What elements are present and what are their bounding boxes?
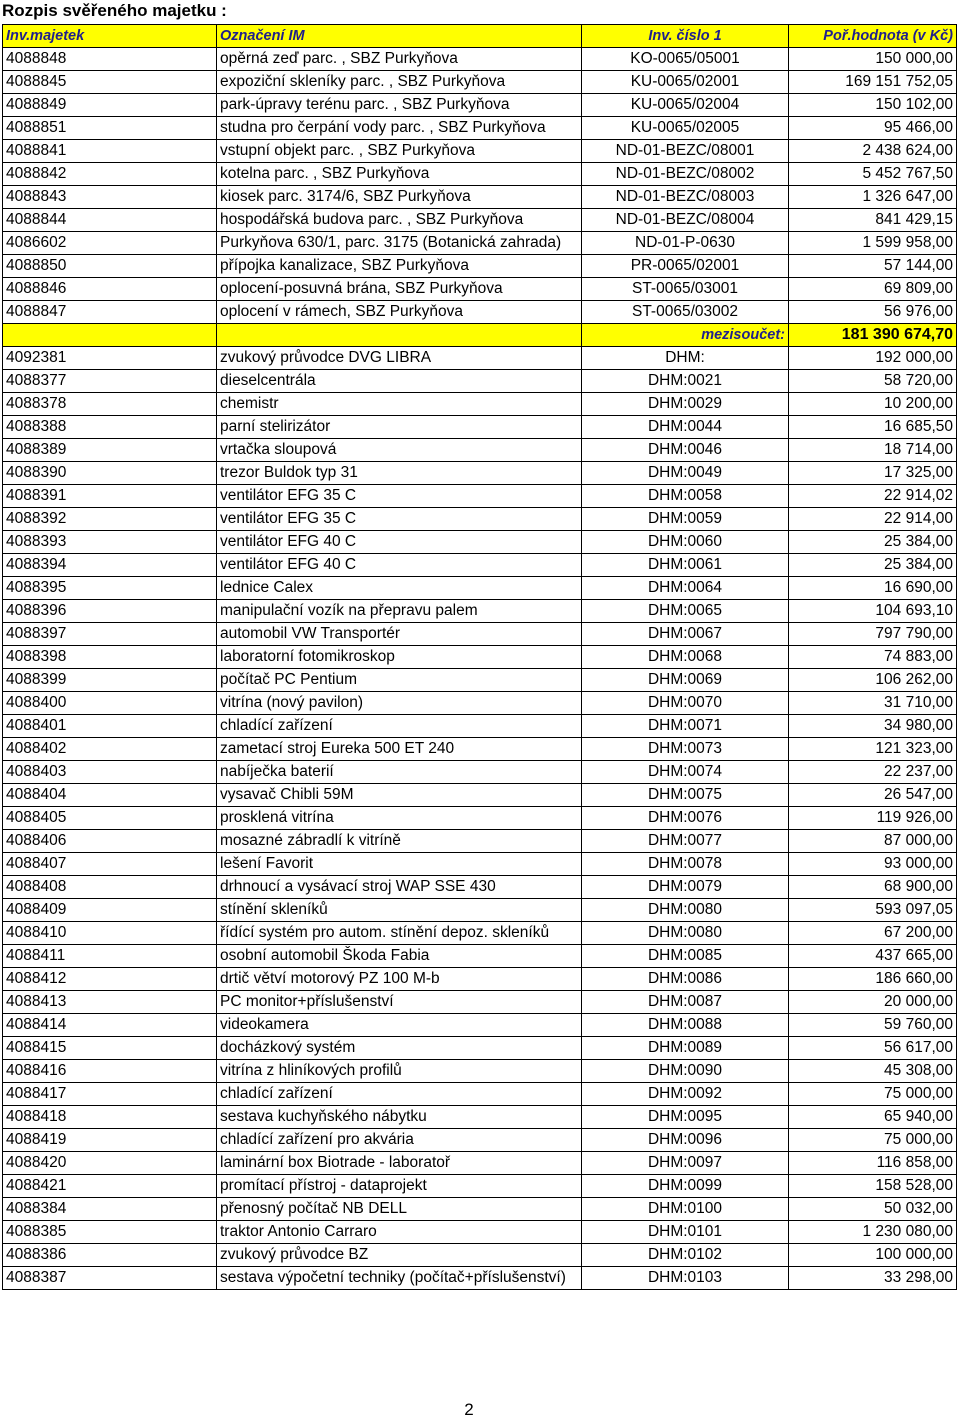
asset-value-cell: 150 102,00 [789,94,957,117]
inventory-number-cell: 4088403 [3,761,217,784]
asset-value-cell: 20 000,00 [789,991,957,1014]
table-row [3,163,957,186]
asset-value-cell: 116 858,00 [789,1152,957,1175]
asset-value-cell: 74 883,00 [789,646,957,669]
asset-code-cell: KU-0065/02005 [582,117,789,140]
asset-code-cell: DHM:0021 [582,370,789,393]
asset-code-cell: DHM:0090 [582,1060,789,1083]
table-row [3,278,957,301]
asset-name-cell: traktor Antonio Carraro [217,1221,582,1244]
asset-value-cell: 59 760,00 [789,1014,957,1037]
asset-name-cell: počítač PC Pentium [217,669,582,692]
asset-code-cell: ND-01-BEZC/08002 [582,163,789,186]
asset-value-cell: 10 200,00 [789,393,957,416]
asset-value-cell: 22 914,00 [789,508,957,531]
asset-name-cell: mosazné zábradlí k vitríně [217,830,582,853]
table-row [3,991,957,1014]
asset-code-cell: DHM:0073 [582,738,789,761]
asset-value-cell: 33 298,00 [789,1267,957,1290]
asset-value-cell: 75 000,00 [789,1129,957,1152]
column-header-code: Inv. číslo 1 [582,25,789,48]
table-row [3,1014,957,1037]
inventory-number-cell: 4088419 [3,1129,217,1152]
table-row [3,761,957,784]
asset-code-cell: DHM:0070 [582,692,789,715]
asset-code-cell: ST-0065/03001 [582,278,789,301]
table-row [3,623,957,646]
asset-name-cell: chladící zařízení [217,1083,582,1106]
inventory-number-cell: 4088405 [3,807,217,830]
asset-value-cell: 26 547,00 [789,784,957,807]
asset-name-cell: stínění skleníků [217,899,582,922]
asset-name-cell: videokamera [217,1014,582,1037]
table-row [3,692,957,715]
table-row [3,301,957,324]
table-row [3,807,957,830]
asset-code-cell: DHM:0086 [582,968,789,991]
asset-name-cell: kiosek parc. 3174/6, SBZ Purkyňova [217,186,582,209]
table-row [3,968,957,991]
asset-name-cell: chladící zařízení [217,715,582,738]
asset-value-cell: 31 710,00 [789,692,957,715]
asset-value-cell: 437 665,00 [789,945,957,968]
table-row [3,393,957,416]
asset-name-cell: drtič větví motorový PZ 100 M-b [217,968,582,991]
asset-name-cell: sestava kuchyňského nábytku [217,1106,582,1129]
asset-name-cell: zametací stroj Eureka 500 ET 240 [217,738,582,761]
asset-value-cell: 593 097,05 [789,899,957,922]
asset-value-cell: 87 000,00 [789,830,957,853]
table-row [3,1198,957,1221]
subtotal-value: 181 390 674,70 [789,324,957,347]
table-row [3,255,957,278]
asset-name-cell: osobní automobil Škoda Fabia [217,945,582,968]
table-row [3,945,957,968]
table-row [3,347,957,370]
column-header-value: Poř.hodnota (v Kč) [789,25,957,48]
asset-value-cell: 16 685,50 [789,416,957,439]
asset-code-cell: DHM:0064 [582,577,789,600]
inventory-number-cell: 4088845 [3,71,217,94]
asset-code-cell: DHM:0069 [582,669,789,692]
inventory-number-cell: 4088841 [3,140,217,163]
asset-value-cell: 1 230 080,00 [789,1221,957,1244]
asset-name-cell: Purkyňova 630/1, parc. 3175 (Botanická zahrada) [217,232,582,255]
asset-name-cell: automobil VW Transportér [217,623,582,646]
table-row [3,1152,957,1175]
asset-name-cell: prosklená vitrína [217,807,582,830]
asset-value-cell: 106 262,00 [789,669,957,692]
asset-name-cell: zvukový průvodce BZ [217,1244,582,1267]
inventory-number-cell: 4088846 [3,278,217,301]
table-row [3,922,957,945]
asset-name-cell: laboratorní fotomikroskop [217,646,582,669]
table-row [3,1175,957,1198]
asset-value-cell: 1 326 647,00 [789,186,957,209]
asset-name-cell: vysavač Chibli 59M [217,784,582,807]
inventory-number-cell: 4088391 [3,485,217,508]
asset-code-cell: DHM:0096 [582,1129,789,1152]
asset-code-cell: DHM:0095 [582,1106,789,1129]
asset-name-cell: vstupní objekt parc. , SBZ Purkyňova [217,140,582,163]
table-row [3,370,957,393]
asset-name-cell: vitrína z hliníkových profilů [217,1060,582,1083]
asset-value-cell: 186 660,00 [789,968,957,991]
page-title: Rozpis svěřeného majetku : [2,1,227,20]
asset-value-cell: 22 237,00 [789,761,957,784]
asset-name-cell: studna pro čerpání vody parc. , SBZ Purkyňova [217,117,582,140]
inventory-number-cell: 4088393 [3,531,217,554]
inventory-number-cell: 4088418 [3,1106,217,1129]
asset-code-cell: DHM:0102 [582,1244,789,1267]
asset-code-cell: DHM:0058 [582,485,789,508]
table-row [3,1106,957,1129]
asset-code-cell: DHM:0060 [582,531,789,554]
asset-code-cell: DHM:0076 [582,807,789,830]
inventory-number-cell: 4088410 [3,922,217,945]
asset-code-cell: DHM:0087 [582,991,789,1014]
table-row [3,853,957,876]
asset-value-cell: 5 452 767,50 [789,163,957,186]
asset-value-cell: 69 809,00 [789,278,957,301]
inventory-number-cell: 4088417 [3,1083,217,1106]
asset-code-cell: DHM:0067 [582,623,789,646]
table-row [3,485,957,508]
table-row [3,508,957,531]
asset-value-cell: 104 693,10 [789,600,957,623]
inventory-number-cell: 4088844 [3,209,217,232]
asset-name-cell: přenosný počítač NB DELL [217,1198,582,1221]
table-row [3,209,957,232]
asset-name-cell: vrtačka sloupová [217,439,582,462]
asset-code-cell: DHM:0075 [582,784,789,807]
inventory-number-cell: 4088398 [3,646,217,669]
asset-code-cell: DHM:0065 [582,600,789,623]
inventory-number-cell: 4088399 [3,669,217,692]
asset-value-cell: 56 976,00 [789,301,957,324]
subtotal-empty-cell [217,324,582,347]
asset-name-cell: docházkový systém [217,1037,582,1060]
asset-name-cell: dieselcentrála [217,370,582,393]
inventory-number-cell: 4088401 [3,715,217,738]
table-body-equipment [3,347,957,1290]
subtotal-row [3,324,957,347]
table-row [3,784,957,807]
asset-code-cell: DHM:0089 [582,1037,789,1060]
asset-code-cell: DHM:0103 [582,1267,789,1290]
asset-name-cell: lešení Favorit [217,853,582,876]
column-header-name: Označení IM [217,25,582,48]
inventory-number-cell: 4088392 [3,508,217,531]
inventory-number-cell: 4088414 [3,1014,217,1037]
table-row [3,876,957,899]
asset-name-cell: hospodářská budova parc. , SBZ Purkyňova [217,209,582,232]
asset-value-cell: 45 308,00 [789,1060,957,1083]
table-row [3,439,957,462]
table-body-buildings [3,48,957,324]
inventory-number-cell: 4088390 [3,462,217,485]
inventory-number-cell: 4088847 [3,301,217,324]
inventory-number-cell: 4088842 [3,163,217,186]
asset-name-cell: sestava výpočetní techniky (počítač+příslušenství) [217,1267,582,1290]
asset-value-cell: 95 466,00 [789,117,957,140]
inventory-number-cell: 4088416 [3,1060,217,1083]
table-row [3,1267,957,1290]
asset-code-cell: DHM:0080 [582,922,789,945]
asset-name-cell: ventilátor EFG 35 C [217,485,582,508]
inventory-number-cell: 4088396 [3,600,217,623]
asset-name-cell: laminární box Biotrade - laboratoř [217,1152,582,1175]
table-row [3,71,957,94]
asset-value-cell: 16 690,00 [789,577,957,600]
asset-name-cell: parní stelirizátor [217,416,582,439]
asset-value-cell: 65 940,00 [789,1106,957,1129]
asset-value-cell: 158 528,00 [789,1175,957,1198]
asset-value-cell: 25 384,00 [789,531,957,554]
inventory-number-cell: 4088402 [3,738,217,761]
inventory-number-cell: 4088408 [3,876,217,899]
inventory-number-cell: 4088413 [3,991,217,1014]
inventory-number-cell: 4088386 [3,1244,217,1267]
inventory-number-cell: 4088385 [3,1221,217,1244]
asset-name-cell: ventilátor EFG 40 C [217,554,582,577]
table-row [3,738,957,761]
inventory-number-cell: 4088850 [3,255,217,278]
inventory-number-cell: 4088400 [3,692,217,715]
table-row [3,1129,957,1152]
asset-value-cell: 18 714,00 [789,439,957,462]
asset-code-cell: DHM:0088 [582,1014,789,1037]
asset-name-cell: trezor Buldok typ 31 [217,462,582,485]
asset-value-cell: 2 438 624,00 [789,140,957,163]
asset-code-cell: DHM:0085 [582,945,789,968]
inventory-number-cell: 4088387 [3,1267,217,1290]
asset-code-cell: DHM:0100 [582,1198,789,1221]
inventory-number-cell: 4088389 [3,439,217,462]
inventory-number-cell: 4088406 [3,830,217,853]
asset-value-cell: 75 000,00 [789,1083,957,1106]
asset-code-cell: DHM:0071 [582,715,789,738]
asset-value-cell: 50 032,00 [789,1198,957,1221]
asset-code-cell: DHM:0068 [582,646,789,669]
asset-code-cell: DHM:0097 [582,1152,789,1175]
asset-value-cell: 93 000,00 [789,853,957,876]
asset-value-cell: 1 599 958,00 [789,232,957,255]
asset-name-cell: expoziční skleníky parc. , SBZ Purkyňova [217,71,582,94]
table-row [3,1244,957,1267]
table-row [3,531,957,554]
asset-name-cell: vitrína (nový pavilon) [217,692,582,715]
inventory-number-cell: 4088378 [3,393,217,416]
inventory-number-cell: 4088851 [3,117,217,140]
asset-code-cell: ST-0065/03002 [582,301,789,324]
table-row [3,600,957,623]
asset-name-cell: oplocení v rámech, SBZ Purkyňova [217,301,582,324]
asset-code-cell: DHM:0101 [582,1221,789,1244]
asset-code-cell: DHM:0044 [582,416,789,439]
asset-value-cell: 56 617,00 [789,1037,957,1060]
table-row [3,416,957,439]
asset-code-cell: KO-0065/05001 [582,48,789,71]
asset-name-cell: promítací přístroj - dataprojekt [217,1175,582,1198]
table-row [3,94,957,117]
asset-name-cell: park-úpravy terénu parc. , SBZ Purkyňova [217,94,582,117]
table-row [3,1083,957,1106]
asset-code-cell: ND-01-P-0630 [582,232,789,255]
asset-value-cell: 119 926,00 [789,807,957,830]
asset-code-cell: DHM:0099 [582,1175,789,1198]
inventory-number-cell: 4088404 [3,784,217,807]
inventory-number-cell: 4088843 [3,186,217,209]
inventory-number-cell: 4088849 [3,94,217,117]
asset-name-cell: oplocení-posuvná brána, SBZ Purkyňova [217,278,582,301]
asset-code-cell: DHM:0061 [582,554,789,577]
asset-value-cell: 68 900,00 [789,876,957,899]
inventory-number-cell: 4088407 [3,853,217,876]
asset-name-cell: nabíječka baterií [217,761,582,784]
asset-name-cell: ventilátor EFG 35 C [217,508,582,531]
asset-code-cell: DHM:0079 [582,876,789,899]
asset-value-cell: 150 000,00 [789,48,957,71]
asset-value-cell: 34 980,00 [789,715,957,738]
page-number: 2 [464,1400,474,1419]
asset-name-cell: drhnoucí a vysávací stroj WAP SSE 430 [217,876,582,899]
table-body-subtotal [3,324,957,347]
asset-value-cell: 17 325,00 [789,462,957,485]
asset-name-cell: zvukový průvodce DVG LIBRA [217,347,582,370]
asset-code-cell: ND-01-BEZC/08003 [582,186,789,209]
inventory-number-cell: 4086602 [3,232,217,255]
asset-value-cell: 797 790,00 [789,623,957,646]
inventory-number-cell: 4088395 [3,577,217,600]
table-row [3,1037,957,1060]
asset-code-cell: DHM:0077 [582,830,789,853]
asset-value-cell: 58 720,00 [789,370,957,393]
asset-name-cell: PC monitor+příslušenství [217,991,582,1014]
asset-code-cell: DHM: [582,347,789,370]
asset-name-cell: chemistr [217,393,582,416]
asset-code-cell: PR-0065/02001 [582,255,789,278]
asset-name-cell: přípojka kanalizace, SBZ Purkyňova [217,255,582,278]
asset-code-cell: DHM:0080 [582,899,789,922]
subtotal-empty-cell [3,324,217,347]
subtotal-label: mezisoučet: [582,324,789,347]
asset-value-cell: 25 384,00 [789,554,957,577]
table-row [3,646,957,669]
table-row [3,48,957,71]
asset-name-cell: ventilátor EFG 40 C [217,531,582,554]
asset-value-cell: 22 914,02 [789,485,957,508]
table-row [3,117,957,140]
table-row [3,1221,957,1244]
asset-value-cell: 121 323,00 [789,738,957,761]
table-row [3,715,957,738]
inventory-number-cell: 4088409 [3,899,217,922]
table-row [3,830,957,853]
asset-name-cell: manipulační vozík na přepravu palem [217,600,582,623]
asset-code-cell: DHM:0078 [582,853,789,876]
asset-name-cell: opěrná zeď parc. , SBZ Purkyňova [217,48,582,71]
table-row [3,577,957,600]
asset-code-cell: KU-0065/02004 [582,94,789,117]
inventory-number-cell: 4088377 [3,370,217,393]
asset-code-cell: DHM:0029 [582,393,789,416]
inventory-number-cell: 4088421 [3,1175,217,1198]
asset-code-cell: DHM:0059 [582,508,789,531]
asset-value-cell: 192 000,00 [789,347,957,370]
table-row [3,554,957,577]
inventory-number-cell: 4088394 [3,554,217,577]
asset-name-cell: řídící systém pro autom. stínění depoz. skleníků [217,922,582,945]
asset-value-cell: 841 429,15 [789,209,957,232]
asset-code-cell: DHM:0049 [582,462,789,485]
table-row [3,1060,957,1083]
inventory-number-cell: 4088848 [3,48,217,71]
asset-name-cell: chladící zařízení pro akvária [217,1129,582,1152]
table-header-row [3,25,957,48]
asset-code-cell: ND-01-BEZC/08004 [582,209,789,232]
table-row [3,140,957,163]
table-row [3,462,957,485]
inventory-number-cell: 4088420 [3,1152,217,1175]
asset-code-cell: KU-0065/02001 [582,71,789,94]
asset-value-cell: 57 144,00 [789,255,957,278]
inventory-number-cell: 4088411 [3,945,217,968]
asset-value-cell: 169 151 752,05 [789,71,957,94]
inventory-number-cell: 4088397 [3,623,217,646]
inventory-number-cell: 4088384 [3,1198,217,1221]
asset-code-cell: DHM:0074 [582,761,789,784]
asset-name-cell: kotelna parc. , SBZ Purkyňova [217,163,582,186]
asset-code-cell: DHM:0046 [582,439,789,462]
table-row [3,669,957,692]
inventory-number-cell: 4092381 [3,347,217,370]
inventory-number-cell: 4088412 [3,968,217,991]
asset-name-cell: lednice Calex [217,577,582,600]
inventory-number-cell: 4088415 [3,1037,217,1060]
asset-value-cell: 67 200,00 [789,922,957,945]
asset-code-cell: ND-01-BEZC/08001 [582,140,789,163]
table-row [3,899,957,922]
asset-value-cell: 100 000,00 [789,1244,957,1267]
inventory-number-cell: 4088388 [3,416,217,439]
column-header-inv: Inv.majetek [3,25,217,48]
table-row [3,232,957,255]
asset-table [2,24,957,1290]
table-row [3,186,957,209]
asset-code-cell: DHM:0092 [582,1083,789,1106]
